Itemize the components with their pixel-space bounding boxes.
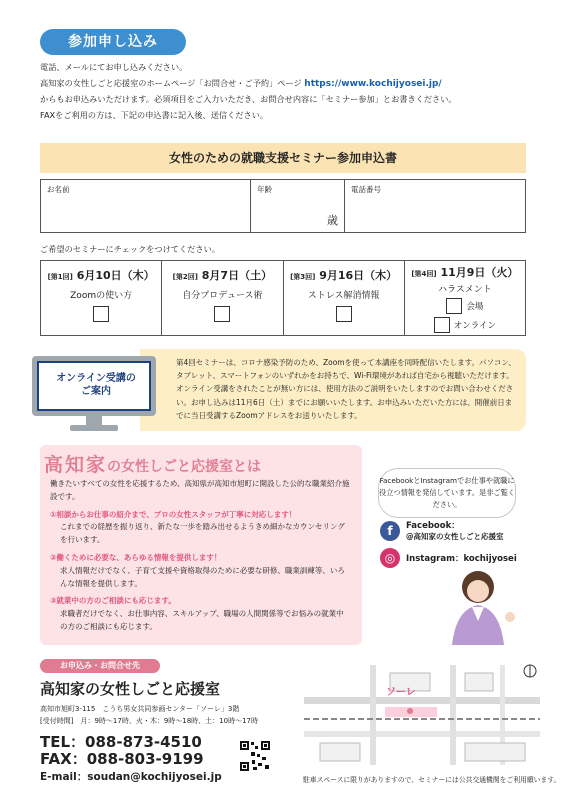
- section-title-pill: 参加申し込み: [40, 29, 186, 55]
- seminar-date: 8月7日（土）: [201, 269, 273, 282]
- facebook-icon: f: [380, 521, 400, 541]
- phone-label: 電話番号: [351, 185, 381, 194]
- online-guide-label: [52, 372, 140, 398]
- seminar-number: [第2回]: [172, 273, 198, 281]
- facebook-name: @高知家の女性しごと応援室: [406, 532, 504, 541]
- form-title: 女性のための就職支援セミナー参加申込書: [40, 143, 526, 173]
- venue-checkbox[interactable]: [446, 298, 462, 314]
- map-note: 駐車スペースに限りがありますので、セミナーには公共交通機関をご利用願います。: [303, 776, 561, 784]
- facebook-label: Facebook：: [406, 521, 460, 531]
- seminar-grid: [40, 260, 526, 336]
- age-label: 年齢: [257, 185, 272, 194]
- online-checkbox[interactable]: [434, 317, 450, 333]
- seminar-2: [162, 261, 283, 335]
- staff-illustration: [438, 565, 524, 645]
- point-heading: ②働くために必要な、あらゆる情報を提供します！: [50, 552, 222, 562]
- seminar-date: 11月9日（火）: [440, 266, 519, 279]
- intro-line-3: からもお申込みいただけます。必須項目をご入力いただき、お問合せ内容に「セミナー参加」とお書きください。: [40, 94, 457, 104]
- online-guide-line-2: ご案内: [81, 386, 111, 397]
- about-intro: 働きたいすべての女性を応援するため、高知県が高知市旭町に開設した公的な職業紹介施設です。: [50, 479, 350, 501]
- seminar-topic: ストレス解消情報: [307, 291, 380, 301]
- seminar-number: [第4回]: [411, 270, 437, 278]
- name-label: お名前: [47, 185, 70, 194]
- about-title-brand: 高知家: [44, 454, 108, 476]
- seminar-number: [第1回]: [47, 273, 73, 281]
- seminar-date: 9月16日（木）: [319, 269, 398, 282]
- contact-address: 高知市旭町3-115 こうち男女共同参画センター「ソーレ」3階: [40, 705, 240, 713]
- seminar-topic: ハラスメント: [438, 285, 492, 295]
- instagram-icon: ◎: [380, 548, 400, 568]
- qr-code-icon[interactable]: [239, 740, 271, 772]
- online-guide-line-1: オンライン受講の: [56, 373, 136, 384]
- seminar-3: [284, 261, 405, 335]
- contact-email[interactable]: E-mail：soudan@kochijyosei.jp: [40, 771, 222, 783]
- name-field[interactable]: [41, 180, 251, 232]
- intro-line-2-text: 高知家の女性しごと応援室のホームページ「お問合せ・ご予約」ページ: [40, 77, 305, 88]
- seminar-date: 6月10日（木）: [76, 269, 155, 282]
- point-heading: ③就業中の方のご相談にも応じます。: [50, 596, 176, 606]
- phone-field[interactable]: [345, 180, 525, 232]
- about-body: [50, 478, 350, 634]
- age-field[interactable]: [251, 180, 345, 232]
- intro-line-4: FAXをご利用の方は、下記の申込書に記入後、送信ください。: [40, 109, 269, 120]
- intro-line-2: [40, 76, 540, 93]
- point-body: 求人情報だけでなく、子育て支援や資格取得のために必要な研修、職業訓練等、いろんな情報を提供します。: [60, 565, 345, 588]
- about-title-rest: の女性しごと応援室とは: [107, 459, 262, 475]
- point-body: 求職者だけでなく、お仕事内容、スキルアップ、職場の人間関係等でお悩みの就業中の方のご相談にも応じます。: [60, 609, 344, 631]
- fax-number: FAX：088-803-9199: [40, 750, 204, 768]
- seminar-1: [41, 261, 162, 335]
- seminar-2-checkbox[interactable]: [214, 306, 230, 322]
- seminar-4: [405, 261, 525, 335]
- contact-phones: [40, 734, 204, 768]
- seminar-topic: 自分プロデュース術: [182, 291, 263, 301]
- website-link[interactable]: https://www.kochijyosei.jp/: [304, 78, 442, 89]
- contact-brand: 高知家の女性しごと応援室: [40, 680, 221, 698]
- point-heading: ①相談からお仕事の紹介まで、プロの女性スタッフが丁寧に対応します！: [50, 509, 297, 519]
- seminar-1-checkbox[interactable]: [93, 306, 109, 322]
- seminar-number: [第3回]: [290, 273, 316, 281]
- seminar-topic: Zoomの使い方: [70, 291, 133, 301]
- check-instruction: ご希望のセミナーにチェックをつけてください。: [40, 244, 220, 254]
- seminar-3-checkbox[interactable]: [336, 306, 352, 322]
- facebook-link[interactable]: [380, 519, 504, 542]
- about-title: [44, 450, 261, 477]
- contact-tag: お申込み・お問合せ先: [40, 659, 160, 673]
- intro-line-1: 電話、メールにてお申し込みください。: [40, 62, 188, 72]
- contact-address-block: [40, 704, 300, 727]
- sns-speech-bubble: FacebookとInstagramでお仕事や就職に役立つ情報を発信しています。是非ご覧ください。: [378, 468, 516, 518]
- applicant-info-table: [40, 179, 526, 233]
- contact-hours: [受付時間] 月：9時〜17時、火・木：9時〜18時、土：10時〜17時: [40, 716, 258, 725]
- point-body: これまでの経歴を振り返り、新たな一歩を踏み出せるようきめ細かなカウンセリングを行います。: [60, 522, 345, 545]
- tel-number[interactable]: TEL：088-873-4510: [40, 733, 202, 751]
- venue-label: 会場: [466, 302, 484, 312]
- access-map: [300, 659, 544, 771]
- map-sole-label: ソーレ: [386, 687, 416, 698]
- online-label: オンライン: [453, 321, 496, 331]
- age-unit: 歳: [327, 214, 338, 227]
- instagram-label: Instagram：kochijyosei: [406, 554, 517, 564]
- intro-text: [40, 60, 540, 123]
- online-info-text: 第4回セミナーは、コロナ感染予防のため、Zoomを使って本講座を同時配信いたします。パソコン、タブレット、スマートフォンのいずれかをお持ちで、Wi-Fi環境があれば自宅から視聴いただけます。オンライン受講をされたことが無い方には、使用方法のご説明をいたしますのでお問い合わせください。お申し込みは11月6日（土）までにお願いいたします。お申込みいただいた方には、開催前日までに当日受講するZoomアドレスをお送りいたします。: [176, 358, 516, 420]
